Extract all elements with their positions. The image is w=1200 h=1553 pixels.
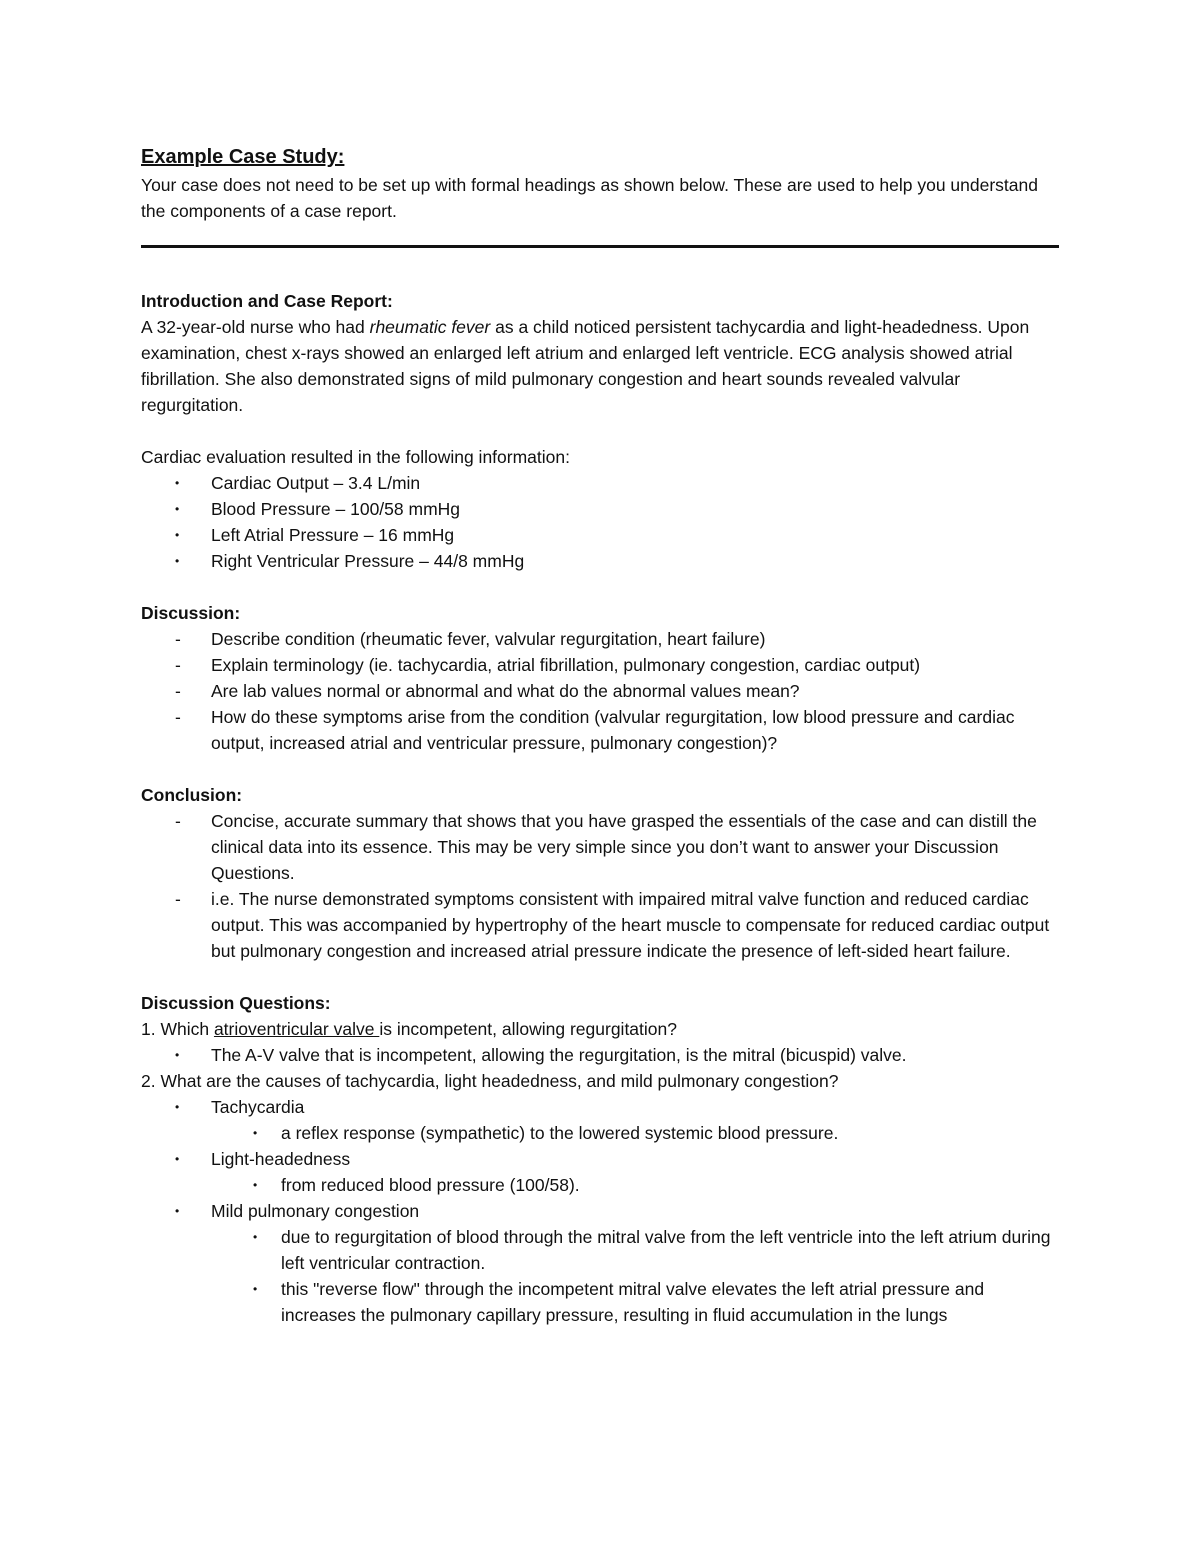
dash-marker: -	[175, 889, 181, 909]
answer-2-tachycardia-detail: a reflex response (sympathetic) to the lowered systemic blood pressure.	[281, 1123, 839, 1143]
discussion-item: How do these symptoms arise from the condition (valvular regurgitation, low blood pressure and cardiac output, increased atrial and ventricular pressure, pulmonary congestion)?	[211, 707, 1015, 753]
list-item	[141, 470, 1059, 496]
list-item	[141, 808, 1059, 886]
list-item	[141, 1146, 1059, 1172]
answer-2-light-headedness: Light-headedness	[211, 1149, 351, 1169]
dash-marker: -	[175, 811, 181, 831]
answer-2-pulmonary-congestion: Mild pulmonary congestion	[211, 1201, 420, 1221]
list-item	[141, 678, 1059, 704]
document-body	[141, 142, 1059, 1328]
bullet-icon: •	[253, 1178, 258, 1192]
intro-text-start: A 32-year-old nurse who had	[141, 317, 370, 337]
question-1-end: is incompetent, allowing regurgitation?	[379, 1019, 677, 1039]
intro-heading: Introduction and Case Report:	[141, 291, 393, 311]
conclusion-heading: Conclusion:	[141, 785, 243, 805]
answer-2-pulmonary-detail: due to regurgitation of blood through the mitral valve from the left ventricle into the left atrium during left ventricular contraction.	[281, 1227, 1051, 1273]
eval-item: Cardiac Output – 3.4 L/min	[211, 473, 421, 493]
discussion-questions-heading: Discussion Questions:	[141, 993, 331, 1013]
answer-1: The A-V valve that is incompetent, allowing the regurgitation, is the mitral (bicuspid) valve.	[211, 1045, 907, 1065]
dash-marker: -	[175, 707, 181, 727]
bullet-icon: •	[253, 1230, 258, 1244]
conclusion-item: i.e. The nurse demonstrated symptoms consistent with impaired mitral valve function and reduced cardiac output. This was accompanied by hypertrophy of the heart muscle to compensate for reduced cardiac output but pulmonary congestion and increased atrial pressure indicate the presence of left-sided heart failure.	[211, 889, 1050, 961]
bullet-icon: •	[175, 528, 180, 542]
list-item	[141, 548, 1059, 574]
list-item	[141, 496, 1059, 522]
eval-intro: Cardiac evaluation resulted in the following information:	[141, 447, 570, 467]
bullet-icon: •	[175, 1204, 180, 1218]
eval-item: Left Atrial Pressure – 16 mmHg	[211, 525, 455, 545]
discussion-item: Are lab values normal or abnormal and what do the abnormal values mean?	[211, 681, 800, 701]
bullet-icon: •	[175, 502, 180, 516]
list-item	[141, 1172, 1059, 1198]
intro-paragraph	[141, 314, 1059, 418]
list-item	[141, 704, 1059, 756]
list-item	[141, 886, 1059, 964]
bullet-icon: •	[253, 1126, 258, 1140]
intro-italic-term: rheumatic fever	[369, 317, 491, 337]
list-item	[141, 1042, 1059, 1068]
list-item	[141, 1198, 1059, 1224]
answer-2-light-headedness-detail: from reduced blood pressure (100/58).	[281, 1175, 580, 1195]
bullet-icon: •	[175, 1048, 180, 1062]
intro-text-end: as a child noticed persistent tachycardia and light-headedness. Upon examination, chest x-rays showed an enlarged left atrium and enlarged left ventricle. ECG analysis showed atrial fibrillation. She also demonstrated signs of mild pulmonary congestion and heart sounds revealed valvular regurgitation.	[141, 317, 1030, 415]
conclusion-item: Concise, accurate summary that shows that you have grasped the essentials of the case and can distill the clinical data into its essence. This may be very simple since you don’t want to answer your Discussion Questions.	[211, 811, 1037, 883]
eval-item: Right Ventricular Pressure – 44/8 mmHg	[211, 551, 525, 571]
dash-marker: -	[175, 629, 181, 649]
list-item	[141, 1120, 1059, 1146]
bullet-icon: •	[175, 1100, 180, 1114]
bullet-icon: •	[253, 1282, 258, 1296]
question-1-underlined-term: atrioventricular valve	[213, 1019, 380, 1039]
discussion-item: Explain terminology (ie. tachycardia, atrial fibrillation, pulmonary congestion, cardiac output)	[211, 655, 921, 675]
horizontal-rule	[141, 245, 1059, 248]
list-item	[141, 626, 1059, 652]
bullet-icon: •	[175, 1152, 180, 1166]
list-item	[141, 522, 1059, 548]
list-item	[141, 1224, 1059, 1276]
dash-marker: -	[175, 655, 181, 675]
question-1	[141, 1016, 1059, 1042]
list-item	[141, 652, 1059, 678]
question-1-start: 1. Which	[141, 1019, 214, 1039]
bullet-icon: •	[175, 476, 180, 490]
intro-note: Your case does not need to be set up with formal headings as shown below. These are used to help you understand the components of a case report.	[141, 175, 1038, 221]
discussion-item: Describe condition (rheumatic fever, valvular regurgitation, heart failure)	[211, 629, 766, 649]
eval-item: Blood Pressure – 100/58 mmHg	[211, 499, 461, 519]
answer-2-tachycardia: Tachycardia	[211, 1097, 305, 1117]
document-title: Example Case Study:	[141, 146, 345, 168]
answer-2-pulmonary-detail: this "reverse flow" through the incompetent mitral valve elevates the left atrial pressure and increases the pulmonary capillary pressure, resulting in fluid accumulation in the lungs	[281, 1279, 985, 1325]
question-2: 2. What are the causes of tachycardia, light headedness, and mild pulmonary congestion?	[141, 1071, 839, 1091]
list-item	[141, 1276, 1059, 1328]
bullet-icon: •	[175, 554, 180, 568]
discussion-heading: Discussion:	[141, 603, 241, 623]
dash-marker: -	[175, 681, 181, 701]
list-item	[141, 1094, 1059, 1120]
